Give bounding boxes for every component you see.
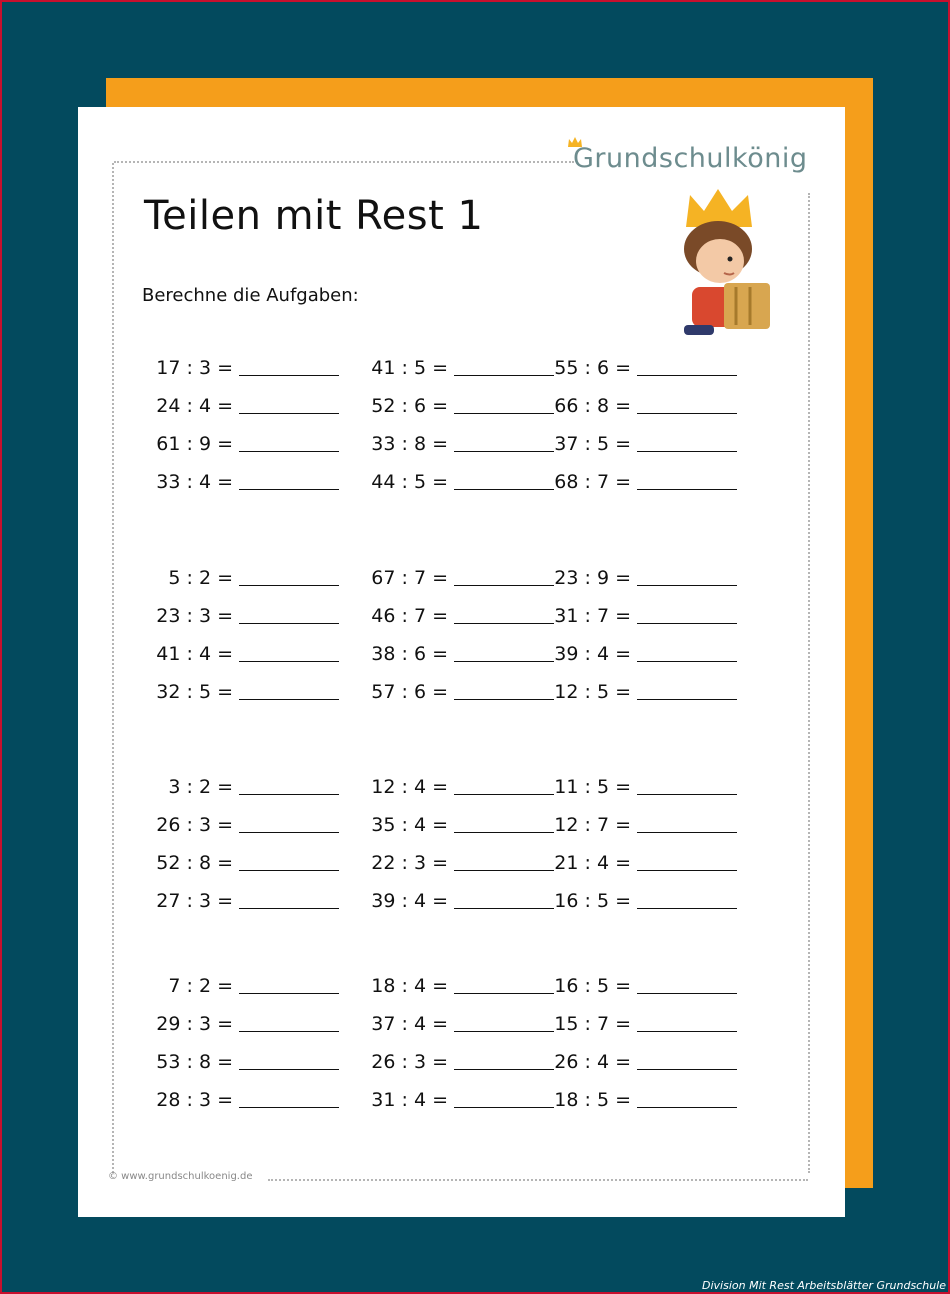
- brand-logo: Grundschulkönig: [573, 143, 808, 174]
- problem-expression: 39 : 4 =: [554, 643, 631, 665]
- division-problem: [143, 641, 339, 665]
- dotted-border-top: [114, 161, 574, 163]
- problem-expression: 33 : 4 =: [156, 471, 233, 493]
- division-problem: [358, 679, 554, 703]
- answer-line[interactable]: [637, 1069, 737, 1070]
- answer-line[interactable]: [637, 832, 737, 833]
- problem-expression: 33 : 8 =: [371, 433, 448, 455]
- answer-line[interactable]: [454, 908, 554, 909]
- division-problem: [358, 603, 554, 627]
- division-problem: [358, 1011, 554, 1035]
- problem-expression: 22 : 3 =: [371, 852, 448, 874]
- answer-line[interactable]: [239, 908, 339, 909]
- problem-expression: 57 : 6 =: [371, 681, 448, 703]
- answer-line[interactable]: [454, 993, 554, 994]
- problem-expression: 35 : 4 =: [371, 814, 448, 836]
- answer-line[interactable]: [239, 1031, 339, 1032]
- problem-expression: 41 : 5 =: [371, 357, 448, 379]
- problem-expression: 41 : 4 =: [156, 643, 233, 665]
- answer-line[interactable]: [454, 794, 554, 795]
- division-problem: [541, 393, 737, 417]
- answer-line[interactable]: [239, 489, 339, 490]
- problem-expression: 21 : 4 =: [554, 852, 631, 874]
- answer-line[interactable]: [637, 661, 737, 662]
- division-problem: [541, 850, 737, 874]
- problem-expression: 16 : 5 =: [554, 975, 631, 997]
- problem-expression: 29 : 3 =: [156, 1013, 233, 1035]
- problem-expression: 18 : 4 =: [371, 975, 448, 997]
- answer-line[interactable]: [454, 451, 554, 452]
- division-problem: [143, 850, 339, 874]
- problem-expression: 3 : 2 =: [168, 776, 233, 798]
- answer-line[interactable]: [239, 870, 339, 871]
- problem-expression: 12 : 7 =: [554, 814, 631, 836]
- division-problem: [541, 973, 737, 997]
- answer-line[interactable]: [637, 1031, 737, 1032]
- division-problem: [143, 393, 339, 417]
- instruction-text: Berechne die Aufgaben:: [142, 285, 359, 306]
- answer-line[interactable]: [454, 623, 554, 624]
- answer-line[interactable]: [239, 832, 339, 833]
- king-boy-reading-illustration: [666, 187, 778, 337]
- division-problem: [541, 603, 737, 627]
- division-problem: [358, 565, 554, 589]
- answer-line[interactable]: [454, 870, 554, 871]
- answer-line[interactable]: [239, 794, 339, 795]
- problem-expression: 68 : 7 =: [554, 471, 631, 493]
- problem-expression: 12 : 5 =: [554, 681, 631, 703]
- problem-expression: 66 : 8 =: [554, 395, 631, 417]
- answer-line[interactable]: [239, 1069, 339, 1070]
- answer-line[interactable]: [637, 870, 737, 871]
- dotted-border-left: [112, 163, 114, 1173]
- answer-line[interactable]: [454, 375, 554, 376]
- problem-expression: 11 : 5 =: [554, 776, 631, 798]
- division-problem: [358, 812, 554, 836]
- problem-expression: 44 : 5 =: [371, 471, 448, 493]
- copyright-text: © www.grundschulkoenig.de: [108, 1171, 253, 1182]
- division-problem: [143, 355, 339, 379]
- division-problem: [143, 469, 339, 493]
- division-problem: [541, 641, 737, 665]
- answer-line[interactable]: [239, 623, 339, 624]
- problem-expression: 23 : 9 =: [554, 567, 631, 589]
- answer-line[interactable]: [637, 451, 737, 452]
- problem-expression: 28 : 3 =: [156, 1089, 233, 1111]
- answer-line[interactable]: [454, 1031, 554, 1032]
- division-problem: [358, 774, 554, 798]
- division-problem: [541, 812, 737, 836]
- division-problem: [143, 565, 339, 589]
- answer-line[interactable]: [637, 623, 737, 624]
- division-problem: [358, 888, 554, 912]
- answer-line[interactable]: [239, 413, 339, 414]
- division-problem: [143, 603, 339, 627]
- division-problem: [541, 774, 737, 798]
- answer-line[interactable]: [239, 1107, 339, 1108]
- problem-expression: 23 : 3 =: [156, 605, 233, 627]
- dotted-border-bottom: [268, 1179, 808, 1181]
- problem-expression: 26 : 3 =: [371, 1051, 448, 1073]
- division-problem: [358, 973, 554, 997]
- worksheet: [78, 107, 845, 1217]
- problem-expression: 27 : 3 =: [156, 890, 233, 912]
- division-problem: [143, 774, 339, 798]
- division-problem: [541, 888, 737, 912]
- answer-line[interactable]: [637, 699, 737, 700]
- problem-expression: 52 : 6 =: [371, 395, 448, 417]
- division-problem: [358, 850, 554, 874]
- answer-line[interactable]: [239, 993, 339, 994]
- problem-expression: 24 : 4 =: [156, 395, 233, 417]
- answer-line[interactable]: [454, 699, 554, 700]
- answer-line[interactable]: [454, 1107, 554, 1108]
- problem-expression: 31 : 7 =: [554, 605, 631, 627]
- answer-line[interactable]: [637, 585, 737, 586]
- problem-expression: 26 : 4 =: [554, 1051, 631, 1073]
- problem-expression: 39 : 4 =: [371, 890, 448, 912]
- division-problem: [358, 1049, 554, 1073]
- problem-expression: 26 : 3 =: [156, 814, 233, 836]
- problem-expression: 37 : 4 =: [371, 1013, 448, 1035]
- division-problem: [358, 431, 554, 455]
- division-problem: [143, 679, 339, 703]
- answer-line[interactable]: [637, 908, 737, 909]
- answer-line[interactable]: [454, 489, 554, 490]
- problem-expression: 18 : 5 =: [554, 1089, 631, 1111]
- answer-line[interactable]: [239, 585, 339, 586]
- division-problem: [143, 1011, 339, 1035]
- problem-expression: 12 : 4 =: [371, 776, 448, 798]
- answer-line[interactable]: [239, 451, 339, 452]
- division-problem: [143, 1049, 339, 1073]
- answer-line[interactable]: [454, 585, 554, 586]
- answer-line[interactable]: [239, 375, 339, 376]
- answer-line[interactable]: [454, 661, 554, 662]
- problem-expression: 31 : 4 =: [371, 1089, 448, 1111]
- division-problem: [143, 431, 339, 455]
- problem-expression: 32 : 5 =: [156, 681, 233, 703]
- answer-line[interactable]: [637, 1107, 737, 1108]
- problem-expression: 37 : 5 =: [554, 433, 631, 455]
- division-problem: [541, 1011, 737, 1035]
- division-problem: [143, 812, 339, 836]
- division-problem: [541, 1087, 737, 1111]
- division-problem: [143, 973, 339, 997]
- answer-line[interactable]: [637, 993, 737, 994]
- answer-line[interactable]: [637, 794, 737, 795]
- problem-expression: 38 : 6 =: [371, 643, 448, 665]
- dotted-border-right: [808, 193, 810, 1173]
- answer-line[interactable]: [637, 375, 737, 376]
- division-problem: [541, 1049, 737, 1073]
- problem-expression: 46 : 7 =: [371, 605, 448, 627]
- problem-expression: 15 : 7 =: [554, 1013, 631, 1035]
- problem-expression: 61 : 9 =: [156, 433, 233, 455]
- answer-line[interactable]: [454, 413, 554, 414]
- division-problem: [541, 679, 737, 703]
- division-problem: [143, 1087, 339, 1111]
- division-problem: [541, 355, 737, 379]
- division-problem: [358, 641, 554, 665]
- problem-expression: 17 : 3 =: [156, 357, 233, 379]
- division-problem: [358, 1087, 554, 1111]
- problem-expression: 52 : 8 =: [156, 852, 233, 874]
- answer-line[interactable]: [637, 413, 737, 414]
- division-problem: [143, 888, 339, 912]
- problem-expression: 67 : 7 =: [371, 567, 448, 589]
- division-problem: [541, 469, 737, 493]
- division-problem: [358, 469, 554, 493]
- problem-expression: 55 : 6 =: [554, 357, 631, 379]
- division-problem: [541, 565, 737, 589]
- answer-line[interactable]: [454, 1069, 554, 1070]
- division-problem: [358, 393, 554, 417]
- image-caption: Division Mit Rest Arbeitsblätter Grundschule: [702, 1279, 946, 1292]
- problem-expression: 7 : 2 =: [168, 975, 233, 997]
- division-problem: [358, 355, 554, 379]
- problem-expression: 53 : 8 =: [156, 1051, 233, 1073]
- page-title: Teilen mit Rest 1: [144, 193, 484, 239]
- problem-expression: 16 : 5 =: [554, 890, 631, 912]
- answer-line[interactable]: [239, 699, 339, 700]
- division-problem: [541, 431, 737, 455]
- problem-expression: 5 : 2 =: [168, 567, 233, 589]
- answer-line[interactable]: [637, 489, 737, 490]
- answer-line[interactable]: [239, 661, 339, 662]
- answer-line[interactable]: [454, 832, 554, 833]
